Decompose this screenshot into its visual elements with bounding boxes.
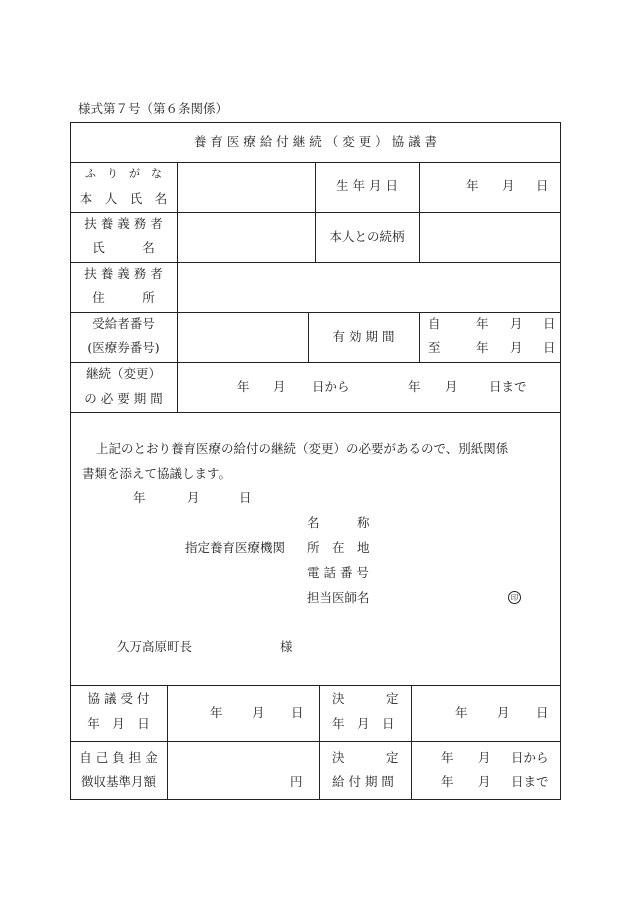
institution-address-label: 所 在 地 — [307, 540, 370, 555]
period-from-year-unit: 年 — [237, 379, 250, 394]
date-day-unit: 日 — [239, 490, 252, 505]
body-text-line1: 上記のとおり養育医療の給付の継続（変更）の必要があるので、別紙関係 — [96, 441, 509, 456]
to-label: 至 — [428, 340, 441, 355]
guardian-label-2: 扶 養 義 務 者 — [84, 266, 163, 281]
valid-period-label: 有 効 期 間 — [332, 329, 395, 344]
decision-period-label-b: 定 — [386, 750, 399, 765]
from-month-unit: 月 — [510, 316, 523, 331]
body-text-line2: 書類を添えて協議します。 — [82, 466, 232, 481]
receipt-month-unit: 月 — [252, 705, 265, 720]
furigana-label: ふ り が な — [85, 167, 162, 180]
form-header: 様式第７号（第６条関係） — [78, 101, 229, 116]
name-label: 本 人 氏 名 — [79, 191, 168, 206]
institution-phone-label: 電 話 番 号 — [307, 565, 369, 580]
from-year-unit: 年 — [476, 316, 489, 331]
birth-day-unit: 日 — [536, 178, 549, 193]
period-from-text: 日から — [312, 379, 350, 394]
institution-label: 指定養育医療機関 — [185, 540, 286, 555]
decision-month-unit: 月 — [497, 705, 510, 720]
doctor-name-label: 担当医師名 — [307, 590, 370, 605]
decision-label-b: 定 — [386, 691, 399, 706]
benefit-period-label: 給 付 期 間 — [332, 774, 394, 789]
medical-ticket-label: (医療券番号) — [87, 340, 160, 355]
addressee: 久万高原町長 — [117, 639, 193, 654]
copay-standard-label: 徴収基準月額 — [80, 774, 156, 789]
receipt-date-label: 年 月 日 — [87, 716, 150, 731]
recipient-number-label: 受給者番号 — [92, 316, 155, 331]
benefit-from-month-unit: 月 — [478, 750, 491, 765]
decision-year-unit: 年 — [455, 705, 468, 720]
period-until-month-unit: 月 — [445, 379, 458, 394]
from-label: 自 — [428, 316, 441, 331]
relation-label: 本人との続柄 — [329, 229, 405, 244]
receipt-label: 協 議 受 付 — [87, 691, 150, 706]
institution-name-label: 名 称 — [307, 515, 370, 530]
decision-period-label-a: 決 — [332, 750, 345, 765]
benefit-until-text: 日まで — [511, 774, 549, 789]
date-month-unit: 月 — [187, 490, 200, 505]
form-title: 養 育 医 療 給 付 継 続 （ 変 更 ） 協 議 書 — [193, 134, 438, 149]
copay-label: 自 己 負 担 金 — [79, 750, 158, 765]
benefit-from-text: 日から — [511, 750, 549, 765]
to-year-unit: 年 — [476, 340, 489, 355]
continuation-label: 継続（変更） — [85, 366, 161, 381]
guardian-name-label: 氏 名 — [92, 240, 155, 255]
birth-month-unit: 月 — [502, 178, 515, 193]
period-until-year-unit: 年 — [408, 379, 421, 394]
honorific: 様 — [280, 639, 293, 654]
period-from-month-unit: 月 — [273, 379, 286, 394]
to-month-unit: 月 — [510, 340, 523, 355]
period-until-text: 日まで — [489, 379, 527, 394]
seal-mark: 印 — [508, 591, 521, 604]
date-year-unit: 年 — [133, 490, 146, 505]
guardian-address-label: 住 所 — [92, 290, 155, 305]
yen-unit: 円 — [290, 774, 303, 789]
decision-day-unit: 日 — [536, 705, 549, 720]
decision-label-a: 決 — [332, 691, 345, 706]
birth-year-unit: 年 — [466, 178, 479, 193]
to-day-unit: 日 — [543, 340, 556, 355]
benefit-until-year-unit: 年 — [441, 774, 454, 789]
required-period-label: の 必 要 期 間 — [84, 391, 163, 406]
benefit-from-year-unit: 年 — [441, 750, 454, 765]
from-day-unit: 日 — [543, 316, 556, 331]
receipt-year-unit: 年 — [210, 705, 223, 720]
decision-date-label: 年 月 日 — [332, 716, 395, 731]
receipt-day-unit: 日 — [291, 705, 304, 720]
benefit-until-month-unit: 月 — [478, 774, 491, 789]
birth-date-label: 生 年 月 日 — [336, 178, 398, 193]
guardian-label: 扶 養 義 務 者 — [84, 216, 163, 231]
